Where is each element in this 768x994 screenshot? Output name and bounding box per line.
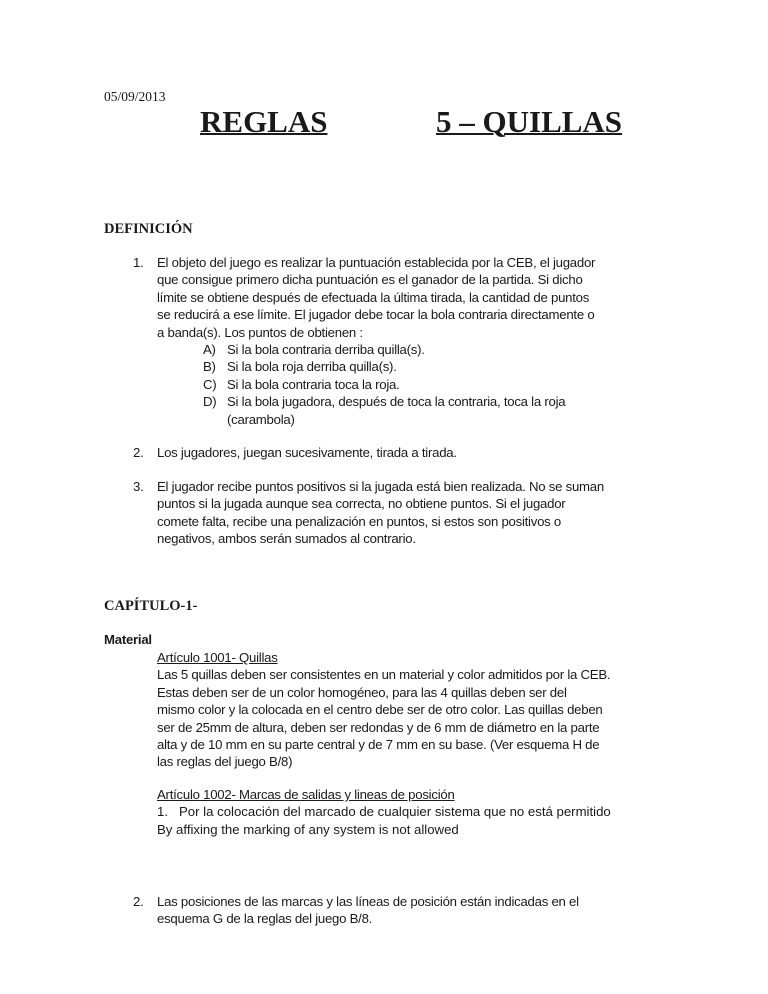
definition-item-2 <box>133 444 457 461</box>
text-line: se reducirá a ese límite. El jugador debe tocar la bola contraria directamente o <box>157 307 595 323</box>
sub-label: B) <box>203 359 216 375</box>
item-number: 3. <box>133 479 144 494</box>
text-line: a banda(s). Los puntos de obtienen : <box>157 324 363 340</box>
item-number: 1. <box>133 255 144 270</box>
text-line: ser de 25mm de altura, deben ser redondas y de 6 mm de diámetro en la parte <box>157 719 600 735</box>
text-line-english: By affixing the marking of any system is not allowed <box>157 821 459 837</box>
text-line: 1. Por la colocación del marcado de cualquier sistema que no está permitido <box>157 804 611 820</box>
text-line: negativos, ambos serán sumados al contrario. <box>157 531 416 547</box>
section-material <box>104 631 152 648</box>
title-quillas: 5 – QUILLAS <box>436 104 623 139</box>
text-line: que consigue primero dicha puntuación es el ganador de la partida. Si dicho <box>157 272 583 288</box>
heading-capitulo-1: CAPÍTULO-1- <box>104 598 198 614</box>
title-reglas: REGLAS <box>200 104 328 139</box>
text-line: puntos si la jugada aunque sea correcta, no obtiene puntos. Si el jugador <box>157 496 566 512</box>
text-line: El jugador recibe puntos positivos si la jugada está bien realizada. No se suman <box>157 479 604 494</box>
text-line: Si la bola jugadora, después de toca la contraria, toca la roja <box>227 394 566 410</box>
article-title: Artículo 1001- Quillas <box>157 650 278 665</box>
sub-item-c <box>203 376 565 393</box>
article-1002 <box>157 786 611 838</box>
text-line: Si la bola contraria toca la roja. <box>227 376 400 392</box>
item-number: 2. <box>133 894 144 909</box>
sub-item-b <box>203 358 565 375</box>
text-line: esquema G de la reglas del juego B/8. <box>157 911 373 927</box>
text-line: Si la bola contraria derriba quilla(s). <box>227 342 425 357</box>
sub-label: C) <box>203 376 217 392</box>
definition-item-1 <box>133 254 596 341</box>
sub-label: A) <box>203 342 216 357</box>
heading-definicion: DEFINICIÓN <box>104 221 193 237</box>
text-line: mismo color y la colocada en el centro debe ser de otro color. Las quillas deben <box>157 702 603 718</box>
text-line: (carambola) <box>227 411 295 427</box>
text-line: El objeto del juego es realizar la puntuación establecida por la CEB, el jugador <box>157 255 596 270</box>
sub-label: D) <box>203 394 217 410</box>
text-line: Las 5 quillas deben ser consistentes en un material y color admitidos por la CEB. <box>157 667 611 683</box>
article-1002-item-2 <box>133 893 579 928</box>
article-title: Artículo 1002- Marcas de salidas y lineas de posición <box>157 787 455 802</box>
text-line: comete falta, recibe una penalización en puntos, si estos son positivos o <box>157 513 562 529</box>
text-line: Estas deben ser de un color homogéneo, para las 4 quillas deben ser del <box>157 684 567 700</box>
sub-item-d <box>203 393 566 428</box>
text-line: las reglas del juego B/8) <box>157 754 293 770</box>
section-label: Material <box>104 632 152 647</box>
text-line: límite se obtiene después de efectuada la última tirada, la cantidad de puntos <box>157 289 590 305</box>
text-line: Las posiciones de las marcas y las líneas de posición están indicadas en el <box>157 894 579 909</box>
text-line: alta y de 10 mm en su parte central y de 7 mm en su base. (Ver esquema H de <box>157 736 600 752</box>
sub-item-a <box>203 341 565 358</box>
text-line: Los jugadores, juegan sucesivamente, tirada a tirada. <box>157 445 457 460</box>
text-line: Si la bola roja derriba quilla(s). <box>227 359 397 375</box>
item-number: 2. <box>133 445 144 460</box>
sub-list <box>203 341 566 428</box>
document-date: 05/09/2013 <box>104 89 166 104</box>
article-1001 <box>157 649 610 771</box>
definition-item-3 <box>133 478 604 548</box>
